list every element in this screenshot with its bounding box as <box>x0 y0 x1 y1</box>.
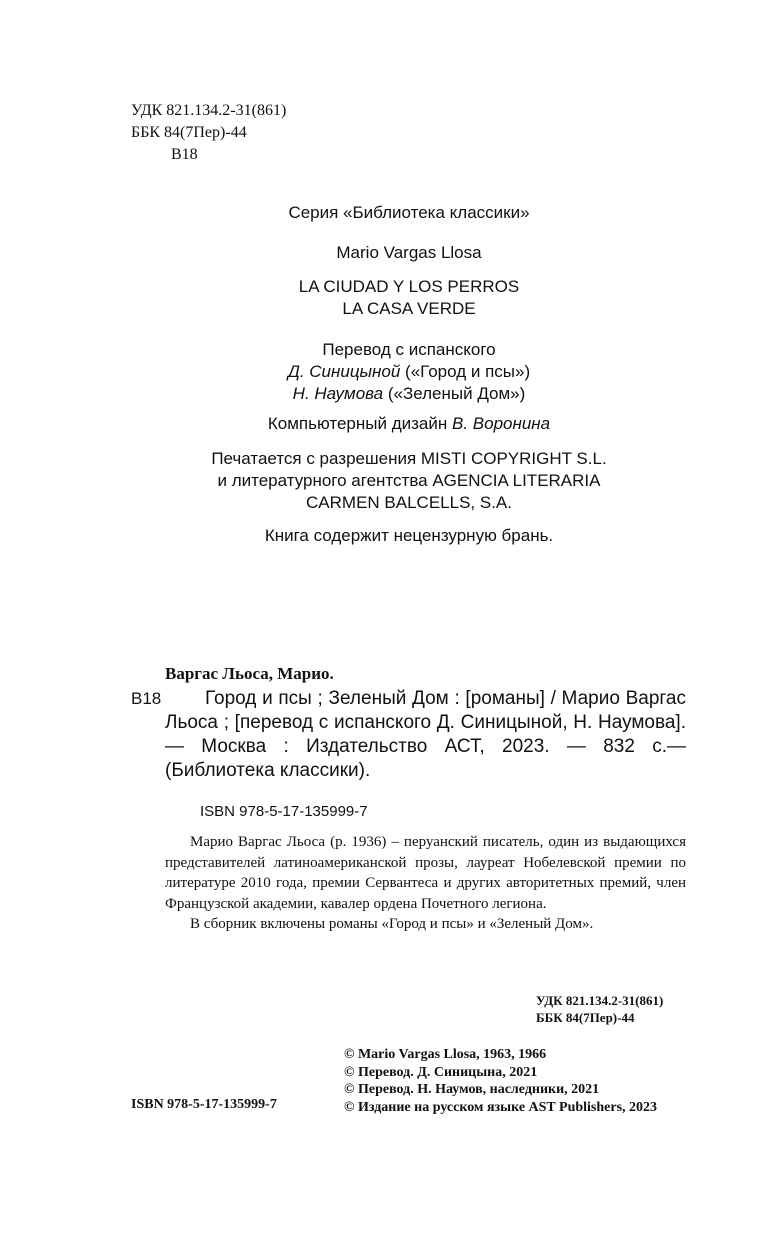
translated-work: («Город и псы») <box>400 362 531 381</box>
copyright-block <box>344 1046 657 1116</box>
translator-name: Н. Наумова <box>292 384 384 403</box>
translator-name: Д. Синицыной <box>287 362 401 381</box>
annotation-paragraph: В сборник включены романы «Город и псы» и «Зеленый Дом». <box>190 916 594 932</box>
bib-description: Город и псы ; Зеленый Дом : [романы] / Марио Варгас Льоса ; [перевод с испанского Д. Синицыной, Н. Наумова]. — Москва : Издательство АСТ, 2023. — 832 с.— (Библиотека классики). <box>165 688 686 781</box>
translation-line <box>0 361 768 383</box>
annotation <box>165 832 686 935</box>
bib-isbn: ISBN 978-5-17-135999-7 <box>200 803 368 820</box>
classification-right <box>536 992 663 1026</box>
author-mark: В18 <box>171 146 198 163</box>
isbn-bottom: ISBN 978-5-17-135999-7 <box>131 1097 277 1112</box>
series-title: Серия «Библиотека классики» <box>288 203 530 222</box>
permission-line: и литературного агентства AGENCIA LITERARIA <box>217 471 601 490</box>
design-credit <box>0 414 768 434</box>
original-author: Mario Vargas Llosa <box>336 243 482 262</box>
permission-line: CARMEN BALCELLS, S.A. <box>306 493 512 512</box>
translation-heading: Перевод с испанского <box>322 340 496 359</box>
copyright-line: © Издание на русском языке AST Publishers, 2023 <box>344 1099 658 1115</box>
copyright-line: © Перевод. Н. Наумов, наследники, 2021 <box>344 1082 600 1097</box>
annotation-paragraph: Марио Варгас Льоса (р. 1936) – перуанский писатель, один из выдающихся представителей латиноамериканской прозы, лауреат Нобелевской премии по литературе 2010 года, премии Сервантеса и других авторитетных премий, член Французской академии, кавалер ордена Почетного легиона. <box>165 834 686 912</box>
udk-code-right: УДК 821.134.2-31(861) <box>536 993 664 1008</box>
bib-author: Варгас Льоса, Марио. <box>165 664 334 683</box>
original-title: LA CIUDAD Y LOS PERROS <box>298 277 520 296</box>
bib-author-mark: В18 <box>131 689 162 708</box>
copyright-line: © Mario Vargas Llosa, 1963, 1966 <box>344 1047 547 1062</box>
bbk-code: ББК 84(7Пер)-44 <box>131 124 247 141</box>
permission-notice <box>0 448 768 514</box>
permission-line: Печатается с разрешения MISTI COPYRIGHT S.L. <box>211 449 607 468</box>
designer-name: В. Воронина <box>451 414 551 433</box>
udk-code: УДК 821.134.2-31(861) <box>131 102 287 119</box>
bbk-code-right: ББК 84(7Пер)-44 <box>536 1010 635 1025</box>
original-titles <box>0 276 768 320</box>
original-title: LA CASA VERDE <box>342 299 476 318</box>
classification-codes <box>131 100 286 166</box>
translation-block <box>0 339 768 405</box>
translation-line <box>0 383 768 405</box>
copyright-line: © Перевод. Д. Синицына, 2021 <box>344 1064 538 1080</box>
design-label: Компьютерный дизайн <box>267 414 452 433</box>
translated-work: («Зеленый Дом») <box>383 384 526 403</box>
content-warning: Книга содержит нецензурную брань. <box>264 526 554 545</box>
